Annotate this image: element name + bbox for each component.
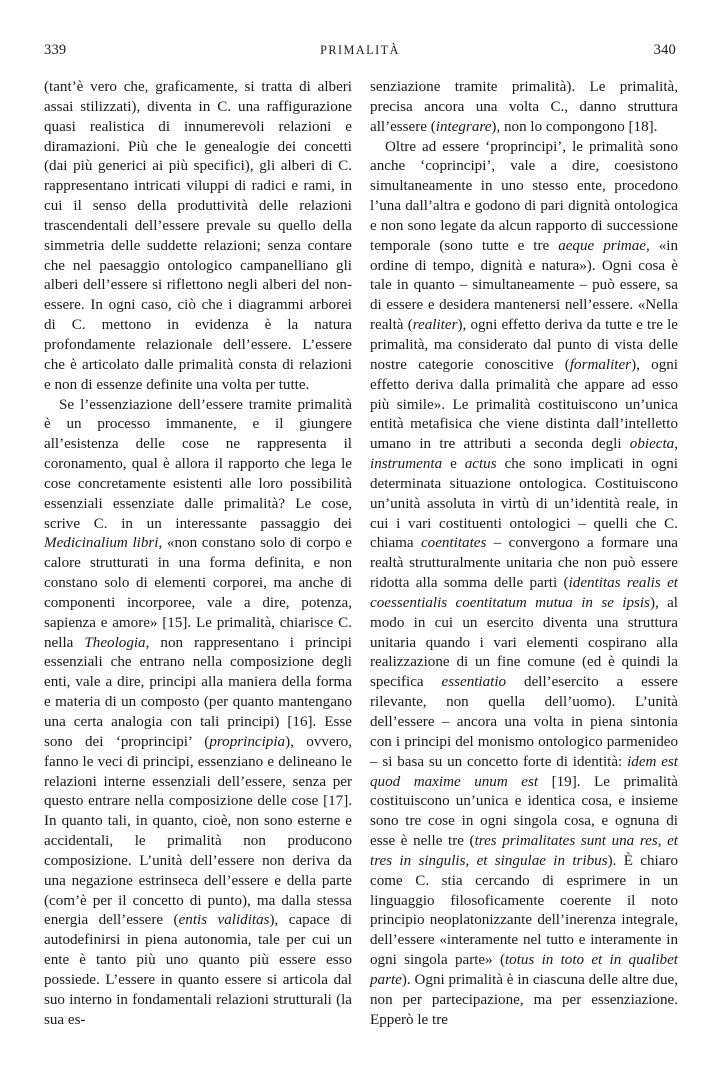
body-columns [44,78,678,1031]
page-title: PRIMALITÀ [320,43,400,57]
paragraph [370,78,678,138]
paragraph [370,138,678,1031]
body-text: che sono implicati in ogni determinata situazione ontologica. Costituiscono un’unità assoluta in virtù di un’identità reale, in cui i vari costituenti ontologici – quelli che C. chiama [370,456,678,552]
text-column-left [44,78,352,1031]
body-text: , non rappresentano i principi essenziali che entrano nella composizione degli enti, vale a dire, principi alla maniera della forma e materia di un composto (per quanto mantengano una certa analogia con tali principi) [16]. Esse sono dei ‘proprincipi’ ( [44,634,352,750]
emphasis-text: Medicinalium libri [44,535,159,552]
emphasis-text: idem est quod maxime unum est [370,753,678,790]
emphasis-text: actus [464,456,497,473]
body-text: ), ogni effetto deriva dalla primalità che appare ad esso più simile». Le primalità costituiscono un’unica entità metafisica che viene distinta dall’intelletto umano in tre attributi a seconda degli [370,356,678,453]
body-text: e [442,456,465,473]
emphasis-text: tres primalitates sunt una res, et tres in singulis, et singulae in tribus [370,833,678,869]
body-text: ), non lo compongono [18]. [491,118,658,135]
folio-right: 340 [653,42,676,58]
emphasis-text: identitas realis et coessentialis coentitatum mutua in se ipsis [370,575,678,611]
body-text: ), ovvero, fanno le veci di principi, essenziano e delineano le relazioni interne essenziali dell’essere, senza per questo entrare nella composizione delle cose [17]. In quanto tali, in quanto, cioè, non sono esterne e accidentali, le primalità non producono composizione. L’unità dell’essere non deriva da una negazione estrinseca dell’essere e della parte (com’è per il concetto di punto), ma dalla stessa energia dell’essere ( [44,733,352,929]
body-text: ), ogni effetto deriva da tutte e tre le primalità, ma considerato dal punto di vista delle nostre categorie conoscitive ( [370,317,679,373]
emphasis-text: entis validitas [178,912,270,929]
emphasis-text: proprincipia [209,733,286,750]
body-text: ), al modo in cui un esercito diventa una struttura unitaria quando i vari elementi cospirano alla realizzazione di un fine comune (ed è quindi la specifica [370,594,678,691]
emphasis-text: integrare [435,118,492,135]
emphasis-text: obiecta, instrumenta [370,436,678,473]
body-text: Oltre ad essere ‘proprincipi’, le primalità sono anche ‘coprincipi’, vale a dire, coesistono simultaneamente in uno stesso ente, procedono l’una dall’altra e godono di pari dignità ontologica e non sono legate da alcun rapporto di successione temporale (sono tutte e tre [370,138,678,254]
body-text: – convergono a formare una realtà strutturalmente unitaria che non può essere ridotta alla somma delle parti ( [370,535,678,592]
body-text: (tant’è vero che, graficamente, si tratta di alberi assai stilizzati), diventa in C. una raffigurazione quasi realistica di innumerevoli relazioni e diramazioni. Più che le genealogie dei concetti (dai più generici ai più specifici), gli alberi di C. rappresentano intricati viluppi di radici e rami, in cui il senso della produttività delle relazioni trascendentali dell’essere prevale su quello della simmetria delle suddette relazioni; senza contare che nel paesaggio ontologico campanelliano gli alberi dell’essere si riflettono negli alberi del non-essere. In ogni caso, ciò che i diagrammi arborei di C. mettono in evidenza è la natura profondamente relazionale dell’essere. L’essere che è articolato dalle primalità consta di relazioni e non di essenze definite una volta per tutte. [44,79,352,393]
folio-left: 339 [44,42,67,58]
body-text: ). È chiaro come C. stia cercando di esprimere in un linguaggio filosoficamente coerente il noto principio neoplatonizzante dell’inerenza integrale, dell’essere «interamente nel tutto e interamente in ogni singola parte» ( [370,852,678,969]
body-text: senziazione tramite primalità). Le primalità, precisa ancora una volta C., danno struttura all’essere ( [370,79,678,135]
paragraph [44,396,352,1031]
running-head [44,40,676,60]
paragraph [44,78,352,396]
body-text: , «in ordine di tempo, dignità e natura»). Ogni cosa è tale in quanto – simultaneamente – può essere, sa di essere e desidera mantenersi nell’essere. «Nella realtà ( [370,237,678,334]
body-text: ). Ogni primalità è in ciascuna delle altre due, non per partecipazione, ma per essenziazione. Epperò le tre [370,971,678,1028]
emphasis-text: totus in toto et in qualibet parte [370,952,678,988]
emphasis-text: coentitates [420,535,487,552]
body-text: dell’esercito a essere rilevante, non quella dell’uomo). L’unità dell’essere – ancora una volta in piena sintonia con i principi del monismo ontologico parmenideo – si basa su un concetto forte di identità: [370,674,679,770]
body-text: [19]. Le primalità costituiscono un’unica e identica cosa, e insieme sono tre cose in ogni singola cosa, e ognuna di esse è nelle tre ( [370,773,678,850]
body-text: Se l’essenziazione dell’essere tramite primalità è un processo immanente, e il giungere all’esistenza delle cose ne rappresenta il coronamento, qual è allora il rapporto che lega le cose concretamente esistenti alle loro possibilità essenziali essenziate dalle primalità? Le cose, scrive C. in un interessante passaggio dei [44,396,352,532]
emphasis-text: Theologia [84,634,146,651]
emphasis-text: formaliter [569,356,632,373]
body-text: , «non constano solo di corpo e calore strutturati in una forma definita, e non constano solo di elementi corporei, ma anche di componenti incorporee, vale a dire, potenza, sapienza e amore» [15]. Le primalità, chiarisce C. nella [44,535,352,651]
emphasis-text: realiter [412,317,458,334]
text-column-right [370,78,678,1031]
emphasis-text: essentiatio [441,674,507,691]
body-text: ), capace di autodefinirsi in piena autonomia, tale per cui un ente è tanto più uno quanto più essere esso possiede. L’essere in quanto essere si articola dal suo interno in fondamentali relazioni strutturali (la sua es- [44,912,352,1028]
emphasis-text: aeque primae [558,237,646,254]
